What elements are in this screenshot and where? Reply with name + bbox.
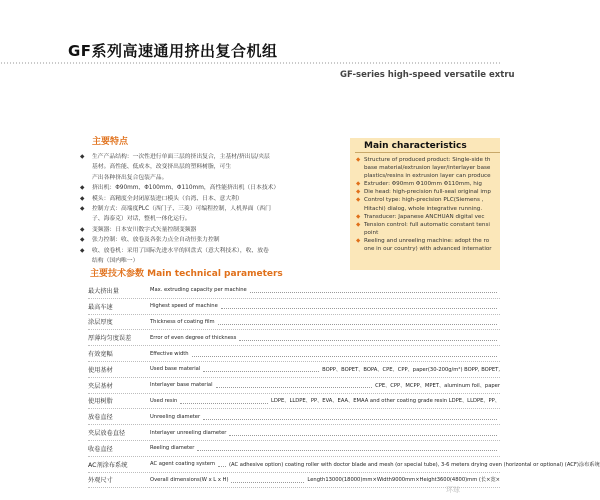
param-value: CPE、CPP、MCPP、MPET、aluminum foil、paper xyxy=(375,382,500,389)
param-label-cn: 夹层放卷直径 xyxy=(88,430,126,438)
param-label-en: Error of even degree of thickness xyxy=(150,334,237,341)
characteristic-item xyxy=(356,205,500,213)
param-label-cn: 收卷直径 xyxy=(88,445,113,453)
characteristic-item xyxy=(356,229,500,237)
characteristic-text: one in our country) with advanced internatior xyxy=(364,246,492,253)
bullet-icon: ◆ xyxy=(356,237,361,244)
bullet-icon xyxy=(356,229,364,237)
feature-item xyxy=(80,204,328,214)
param-label-cn: 夹层基材 xyxy=(88,382,113,390)
characteristic-item xyxy=(356,180,500,188)
characteristic-item xyxy=(356,172,500,180)
bullet-icon xyxy=(356,164,364,172)
param-label-cn: AC剂涂布系统 xyxy=(88,461,128,469)
bullet-icon: ◆ xyxy=(356,213,361,220)
characteristic-text: Extruder: Φ90mm Φ100mm Φ110mm, hig xyxy=(364,181,482,188)
params-heading: 主要技术参数 Main technical parameters xyxy=(90,269,283,279)
leader-dots xyxy=(250,287,497,293)
characteristic-text: Hitachi) dialog, whole integrative running. xyxy=(364,205,483,212)
param-row xyxy=(88,473,500,489)
characteristic-item xyxy=(356,164,500,172)
param-row xyxy=(88,362,500,378)
param-label-cn: 使用树脂 xyxy=(88,398,113,406)
feature-text: 收、放卷机：采用了国际先进水平的回盘式（意大利技术），收、放卷 xyxy=(92,247,269,254)
title-divider xyxy=(0,62,500,64)
param-row xyxy=(88,315,500,331)
param-label-en: Used base material xyxy=(150,366,201,373)
param-value: Length13000(18000)mm×Width9000mm×Height3600(4800)mm (长×宽× xyxy=(307,477,500,484)
param-value: LDPE、LLDPE、PP、EVA、EAA、EMAA and other coating grade resin LDPE、LLDPE、PP、 xyxy=(271,398,500,405)
param-label-en: Thickness of coating film xyxy=(150,318,215,325)
param-row xyxy=(88,283,500,299)
characteristic-text: Tension control: full automatic constant tensi xyxy=(364,221,490,228)
characteristic-item xyxy=(356,188,500,196)
leader-dots xyxy=(229,430,497,436)
characteristic-text: Structure of produced product: Single-side th xyxy=(364,157,491,163)
param-label-en: Reeling diameter xyxy=(150,445,195,452)
leader-dots xyxy=(218,461,226,467)
characteristics-heading: Main characteristics xyxy=(364,141,467,151)
bullet-icon xyxy=(356,205,364,213)
bullet-icon: ◆ xyxy=(80,185,85,192)
bullet-icon: ◆ xyxy=(80,154,85,160)
feature-text: 基材。高性能、低成本，改变挤出层的塑料树脂，可生 xyxy=(92,164,232,171)
feature-item xyxy=(80,214,328,224)
leader-dots xyxy=(192,351,497,357)
param-row xyxy=(88,299,500,315)
leader-dots xyxy=(216,382,373,388)
feature-item xyxy=(80,235,328,245)
param-label-cn: 最高车速 xyxy=(88,303,113,311)
param-row xyxy=(88,378,500,394)
feature-item xyxy=(80,225,328,235)
characteristic-item xyxy=(356,237,500,245)
bullet-icon: ◆ xyxy=(356,197,361,204)
bullet-icon: ◆ xyxy=(80,195,85,202)
characteristic-item xyxy=(356,245,500,253)
feature-text: 变频器：日本安川数字式矢量控制变频器 xyxy=(92,226,197,233)
param-label-cn: 有效宽幅 xyxy=(88,351,113,359)
bullet-icon xyxy=(356,245,364,253)
feature-item xyxy=(80,246,328,256)
bullet-icon: ◆ xyxy=(356,157,361,163)
param-row xyxy=(88,457,600,473)
features-list xyxy=(80,152,328,266)
characteristics-list xyxy=(356,156,500,253)
leader-dots xyxy=(180,398,268,404)
bullet-icon: ◆ xyxy=(80,247,85,254)
feature-text: 模头：高精度全封闭原装进口模头（台湾、日本、意大利） xyxy=(92,195,243,202)
watermark: 环球 xyxy=(446,486,460,494)
param-label-en: Interlayer unreeling diameter xyxy=(150,429,227,436)
characteristic-item xyxy=(356,196,500,204)
param-label-en: Max. extruding capacity per machine xyxy=(150,287,247,294)
param-label-en: Highest speed of machine xyxy=(150,303,218,310)
bullet-icon: ◆ xyxy=(80,237,85,244)
features-heading: 主要特点 xyxy=(92,137,129,147)
feature-text: 结构（国内唯一） xyxy=(92,258,139,265)
characteristic-text: Die head: high-precision full-seal original imp xyxy=(364,189,491,196)
param-label-cn: 涂层厚度 xyxy=(88,319,113,327)
param-label-cn: 最大挤出量 xyxy=(88,287,119,295)
bullet-icon: ◆ xyxy=(356,189,361,196)
leader-dots xyxy=(221,303,497,309)
param-label-en: Effective width xyxy=(150,350,189,357)
param-label-cn: 厚薄均匀度误差 xyxy=(88,335,132,343)
bullet-icon xyxy=(80,256,92,266)
feature-text: 生产产品结构：一次性进行单面三层的挤出复合，主基材/挤出层/夹层 xyxy=(92,154,270,160)
leader-dots xyxy=(203,366,319,372)
characteristic-item xyxy=(356,156,500,164)
param-label-cn: 使用基材 xyxy=(88,366,113,374)
characteristic-text: plastics/resins in extrusion layer can produce xyxy=(364,173,491,180)
param-label-cn: 外观尺寸 xyxy=(88,477,113,485)
page-title-cn: GF系列高速通用挤出复合机组 xyxy=(68,42,278,60)
feature-text: 控制方式：高端度PLC（西门子、三菱）可编程控制，人机界面（西门 xyxy=(92,206,271,213)
characteristic-item xyxy=(356,213,500,221)
feature-text: 挤出机：Φ90mm、Φ100mm、Φ110mm，高性能挤出机（日本技术） xyxy=(92,185,280,192)
leader-dots xyxy=(239,335,497,341)
param-value: BOPP、BOPET、BOPA、CPE、CPP、paper(30-200g/m²) BOPP, BOPET, xyxy=(322,366,500,373)
bullet-icon: ◆ xyxy=(80,206,85,213)
leader-dots xyxy=(197,445,497,451)
feature-item xyxy=(80,152,328,162)
characteristic-text: point xyxy=(364,229,379,236)
param-label-en: Used resin xyxy=(150,397,178,404)
bullet-icon: ◆ xyxy=(356,221,361,228)
bullet-icon: ◆ xyxy=(80,226,85,233)
feature-item xyxy=(80,194,328,204)
param-row xyxy=(88,409,500,425)
feature-item xyxy=(80,173,328,183)
leader-dots xyxy=(203,414,497,420)
feature-text: 张力控制：收、放卷及各张力点全自动恒张力控制 xyxy=(92,237,220,244)
characteristic-item xyxy=(356,221,500,229)
param-value: (AC adhesive option) coating roller with doctor blade and mesh (or special tube), 3-6 meters drying oven (horizontal or optional) (ACF)涂布系统 xyxy=(229,461,600,468)
param-row xyxy=(88,425,500,441)
feature-item xyxy=(80,183,328,193)
param-label-en: Overall dimensions(W x L x H) xyxy=(150,476,229,483)
feature-item xyxy=(80,256,328,266)
characteristic-text: Transducer: Japanese ANCHUAN digital vec xyxy=(364,213,485,220)
leader-dots xyxy=(218,319,497,325)
leader-dots xyxy=(231,477,304,483)
param-row xyxy=(88,394,500,410)
bullet-icon xyxy=(80,162,92,172)
param-label-en: Interlayer base material xyxy=(150,382,213,389)
characteristic-text: base material/extrusion layer/interlayer base xyxy=(364,165,491,172)
characteristics-divider xyxy=(355,152,500,153)
bullet-icon xyxy=(80,173,92,183)
param-label-en: AC agent coating system xyxy=(150,461,216,468)
bullet-icon xyxy=(80,214,92,224)
params-table xyxy=(88,283,600,488)
bullet-icon: ◆ xyxy=(356,181,361,188)
feature-item xyxy=(80,162,328,172)
param-row xyxy=(88,346,500,362)
characteristic-text: Control type: high-precision PLC(Siemens , xyxy=(364,197,484,204)
feature-text: 子、海泰克）对话，整机一体化运行。 xyxy=(92,216,191,223)
feature-text: 产出各种挤出复合包装产品。 xyxy=(92,174,168,181)
page-title-en: GF-series high-speed versatile extru xyxy=(340,70,515,80)
param-label-cn: 放卷直径 xyxy=(88,414,113,422)
param-row xyxy=(88,441,500,457)
characteristic-text: Reeling and unreeling machine: adopt the ro xyxy=(364,237,490,244)
param-row xyxy=(88,330,500,346)
param-label-en: Unreeling diameter xyxy=(150,413,201,420)
bullet-icon xyxy=(356,172,364,180)
